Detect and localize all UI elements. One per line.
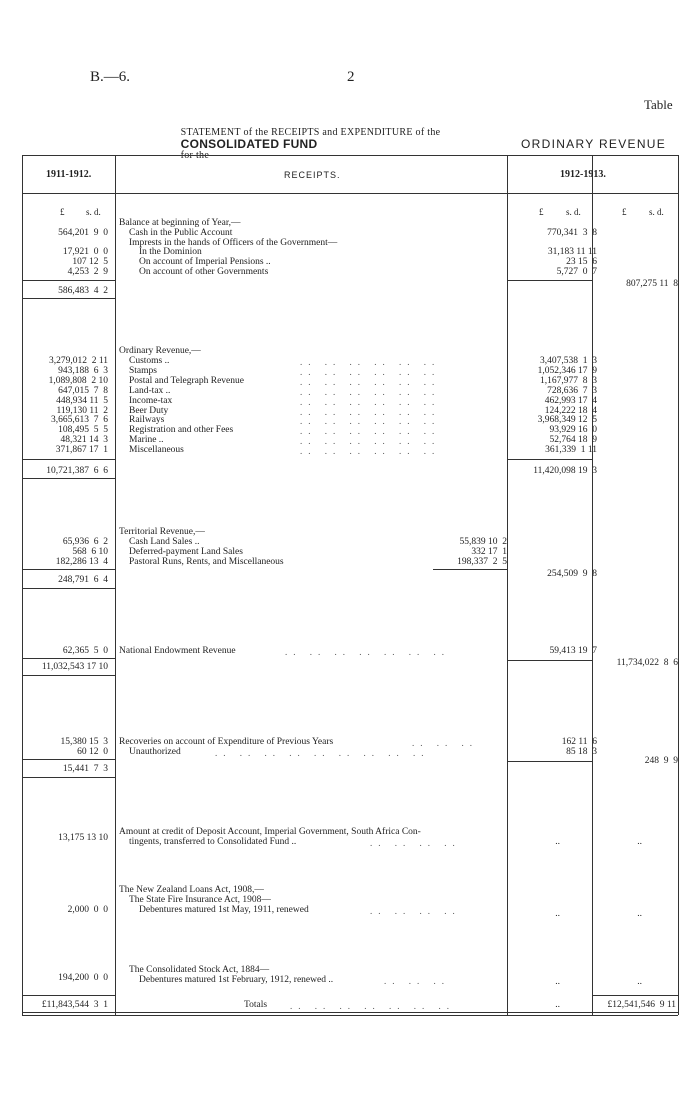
ordinary-item-leader: .. .. .. .. .. .. xyxy=(300,436,441,447)
ordinary-item-label: Railways xyxy=(129,415,165,426)
stock-leader: .. .. .. xyxy=(384,976,450,986)
ordinary-revenue-title: ORDINARY REVENUE xyxy=(521,137,667,151)
unit-sd-tot: s. d. xyxy=(649,207,664,217)
totals-label: Totals xyxy=(244,1000,268,1010)
ordinary-rule-cur xyxy=(507,459,592,460)
recoveries-rule-prev xyxy=(22,759,115,760)
ordinary-item-leader: .. .. .. .. .. .. xyxy=(300,366,441,377)
territorial-item-prev: 182,286 13 4 xyxy=(55,557,108,567)
deposit-cur2: .. xyxy=(637,837,642,847)
endowment-rule-prev xyxy=(22,658,115,659)
territorial-item-label: Deferred-payment Land Sales xyxy=(129,547,243,557)
territorial-item-inner: 55,839 10 2 xyxy=(459,537,507,547)
ordinary-item-prev: 943,188 6 3 xyxy=(58,365,108,376)
balance-total-rule xyxy=(22,298,115,299)
ordinary-total-prev: 10,721,387 6 6 xyxy=(46,466,108,476)
ordinary-item-prev: 371,867 17 1 xyxy=(55,445,108,456)
unit-sd-prev: s. d. xyxy=(86,207,101,217)
ordinary-item-prev: 1,089,808 2 10 xyxy=(48,375,108,386)
stock-cur2: .. xyxy=(637,977,642,987)
ordinary-item-cur: 728,636 7 3 xyxy=(547,385,597,396)
territorial-item-label: Cash Land Sales .. xyxy=(129,537,200,547)
ordinary-item-label: Customs .. xyxy=(129,356,170,366)
imperial-prev: 107 12 5 xyxy=(72,257,108,267)
ordinary-item-cur: 3,407,538 1 3 xyxy=(540,356,597,366)
balance-heading: Balance at beginning of Year,— xyxy=(119,218,241,228)
unauth-leader: .. .. .. .. .. .. .. .. .. xyxy=(215,748,430,758)
territorial-inner-rule xyxy=(433,569,507,570)
ordinary-item-label: Income-tax xyxy=(129,395,173,406)
ordinary-item-cur: 1,167,977 8 3 xyxy=(540,375,597,386)
dominion-label: In the Dominion xyxy=(139,247,202,257)
unit-pound-cur: £ xyxy=(539,207,544,217)
totals-top-rule xyxy=(22,995,115,996)
recoveries-prev: 15,380 15 3 xyxy=(60,737,108,747)
unit-sd-cur: s. d. xyxy=(566,207,581,217)
page-number: 2 xyxy=(347,69,355,85)
loans-leader: .. .. .. .. xyxy=(370,906,461,916)
deposit-leader: .. .. .. .. xyxy=(370,838,461,848)
col-rule-3 xyxy=(507,155,508,1015)
territorial-total-rule xyxy=(22,588,115,589)
title-prefix: STATEMENT of the RECEIPTS and EXPENDITURE of the xyxy=(180,127,441,138)
table-word: Table xyxy=(644,97,673,112)
stock-cur: .. xyxy=(555,977,560,987)
imperial-label: On account of Imperial Pensions .. xyxy=(139,257,271,267)
dominion-prev: 17,921 0 0 xyxy=(62,247,108,257)
balance-rule-prev xyxy=(22,280,115,281)
header-rule xyxy=(22,193,678,194)
ordinary-item-prev: 3,279,012 2 11 xyxy=(48,356,108,366)
totals-top-rule-right xyxy=(592,995,678,996)
deposit-line2: tingents, transferred to Consolidated Fund .. xyxy=(129,837,297,847)
ordinary-item-label: Registration and other Fees xyxy=(129,425,234,436)
territorial-item-label: Pastoral Runs, Rents, and Miscellaneous xyxy=(129,557,284,567)
other-cur: 5,727 0 7 xyxy=(556,267,597,277)
ordinary-item-leader: .. .. .. .. .. .. xyxy=(300,357,441,367)
col-rule-2 xyxy=(115,155,116,1015)
imperial-cur: 23 15 6 xyxy=(566,257,597,267)
loans-prev: 2,000 0 0 xyxy=(67,905,108,915)
ordinary-item-label: Land-tax .. xyxy=(129,385,171,396)
territorial-item-prev: 65,936 6 2 xyxy=(62,537,108,547)
ordinary-item-cur: 462,993 17 4 xyxy=(544,395,597,406)
loans-cur: .. xyxy=(555,909,560,919)
territorial-rule-prev xyxy=(22,569,115,570)
totals-cur2: £12,541,546 9 11 xyxy=(607,1000,676,1010)
ordinary-item-prev: 108,495 5 5 xyxy=(58,425,108,436)
stock-line1: The Consolidated Stock Act, 1884— xyxy=(129,965,270,975)
loans-cur2: .. xyxy=(637,909,642,919)
recoveries-total-prev: 15,441 7 3 xyxy=(62,764,108,774)
header-1911: 1911-1912. xyxy=(46,169,92,180)
ordinary-item-cur: 52,764 18 9 xyxy=(549,435,597,446)
ordinary-item-label: Marine .. xyxy=(129,435,164,446)
deposit-prev: 13,175 13 10 xyxy=(58,833,108,843)
recoveries-total-cur: 248 9 9 xyxy=(644,756,678,766)
ordinary-rule-prev xyxy=(22,459,115,460)
ordinary-item-cur: 93,929 16 0 xyxy=(549,425,597,436)
recoveries-total-rule xyxy=(22,777,115,778)
other-prev: 4,253 2 9 xyxy=(67,267,108,277)
title-bold: CONSOLIDATED FUND xyxy=(180,137,318,151)
other-label: On account of other Governments xyxy=(139,267,269,277)
endowment-subtotal-cur: 11,734,022 8 6 xyxy=(616,658,678,668)
territorial-heading: Territorial Revenue,— xyxy=(119,527,205,537)
dominion-cur: 31,183 11 11 xyxy=(547,247,597,257)
unit-pound-prev: £ xyxy=(60,207,65,217)
unauth-prev: 60 12 0 xyxy=(77,747,108,757)
cash-prev: 564,201 9 0 xyxy=(58,228,108,238)
territorial-item-inner: 198,337 2 5 xyxy=(457,557,507,567)
ordinary-item-leader: .. .. .. .. .. .. xyxy=(300,426,441,437)
totals-prev: £11,843,544 3 1 xyxy=(41,1000,108,1010)
ordinary-item-leader: .. .. .. .. .. .. xyxy=(300,446,441,457)
deposit-line1: Amount at credit of Deposit Account, Imperial Government, South Africa Con- xyxy=(119,827,421,837)
endowment-subtotal-rule xyxy=(22,675,115,676)
ordinary-item-leader: .. .. .. .. .. .. xyxy=(300,396,441,407)
ordinary-heading: Ordinary Revenue,— xyxy=(119,346,201,356)
ordinary-item-prev: 448,934 11 5 xyxy=(56,395,108,406)
bottom-rule-2 xyxy=(22,1015,678,1016)
ordinary-item-cur: 1,052,346 17 9 xyxy=(537,365,597,376)
ordinary-total-cur: 11,420,098 19 3 xyxy=(533,466,597,476)
loans-line2: The State Fire Insurance Act, 1908— xyxy=(129,895,271,905)
unauth-cur: 85 18 3 xyxy=(566,747,597,757)
cash-cur: 770,341 3 8 xyxy=(547,228,597,238)
totals-leader: .. .. .. .. .. .. .. xyxy=(290,1001,455,1011)
stock-prev: 194,200 0 0 xyxy=(58,973,108,983)
territorial-item-prev: 568 6 10 xyxy=(72,547,108,557)
endowment-prev: 62,365 5 0 xyxy=(62,646,108,656)
cash-label: Cash in the Public Account xyxy=(129,228,233,238)
deposit-cur: .. xyxy=(555,837,560,847)
ordinary-item-label: Stamps xyxy=(129,365,157,376)
balance-rule-cur xyxy=(507,280,592,281)
ordinary-item-cur: 361,339 1 11 xyxy=(545,445,597,456)
endowment-subtotal-prev: 11,032,543 17 10 xyxy=(41,662,108,672)
col-rule-5 xyxy=(678,155,679,1015)
totals-cur: .. xyxy=(555,1000,560,1010)
territorial-total-prev: 248,791 6 4 xyxy=(58,575,108,585)
loans-line1: The New Zealand Loans Act, 1908,— xyxy=(119,885,264,895)
ordinary-item-prev: 48,321 14 3 xyxy=(60,435,108,446)
ordinary-item-prev: 647,015 7 8 xyxy=(58,385,108,396)
unauth-label: Unauthorized xyxy=(129,747,181,757)
ordinary-item-prev: 3,665,613 7 6 xyxy=(51,415,108,426)
ordinary-item-label: Postal and Telegraph Revenue xyxy=(129,375,244,386)
col-rule-1 xyxy=(22,155,23,1015)
bottom-rule xyxy=(22,1012,678,1013)
ordinary-item-leader: .. .. .. .. .. .. xyxy=(300,386,441,397)
territorial-total-cur: 254,509 9 8 xyxy=(547,569,597,579)
balance-total-cur: 807,275 11 8 xyxy=(626,279,678,289)
ordinary-total-rule xyxy=(22,478,115,479)
stock-line2: Debentures matured 1st February, 1912, renewed .. xyxy=(139,975,334,985)
recoveries-rule-cur xyxy=(507,761,592,762)
loans-line3: Debentures matured 1st May, 1911, renewed xyxy=(139,905,309,915)
page-ref: B.—6. xyxy=(90,69,131,85)
recoveries-cur: 162 11 6 xyxy=(561,737,597,747)
ordinary-item-leader: .. .. .. .. .. .. xyxy=(300,406,441,417)
ordinary-item-label: Beer Duty xyxy=(129,405,169,416)
top-rule xyxy=(22,155,678,156)
header-receipts: RECEIPTS. xyxy=(284,170,341,180)
endowment-cur: 59,413 19 7 xyxy=(549,646,597,656)
ordinary-item-cur: 124,222 18 4 xyxy=(544,405,597,416)
imprests-label: Imprests in the hands of Officers of the Government— xyxy=(129,238,338,248)
recoveries-label: Recoveries on account of Expenditure of Previous Years xyxy=(119,737,334,747)
territorial-item-inner: 332 17 1 xyxy=(471,547,507,557)
ordinary-item-leader: .. .. .. .. .. .. xyxy=(300,416,441,427)
ordinary-item-leader: .. .. .. .. .. .. xyxy=(300,376,441,387)
ordinary-item-label: Miscellaneous xyxy=(129,445,184,456)
endowment-leader: .. .. .. .. .. .. .. xyxy=(285,647,450,657)
endowment-label: National Endowment Revenue xyxy=(119,646,236,656)
ordinary-item-cur: 3,968,349 12 5 xyxy=(537,415,597,426)
unit-pound-tot: £ xyxy=(622,207,627,217)
recoveries-leader: .. .. .. xyxy=(412,738,478,748)
col-rule-4 xyxy=(592,155,593,1015)
balance-total-prev: 586,483 4 2 xyxy=(58,286,108,296)
header-1912: 1912-1913. xyxy=(560,169,606,180)
endowment-rule-cur xyxy=(507,660,592,661)
ordinary-item-prev: 119,130 11 2 xyxy=(56,405,108,416)
